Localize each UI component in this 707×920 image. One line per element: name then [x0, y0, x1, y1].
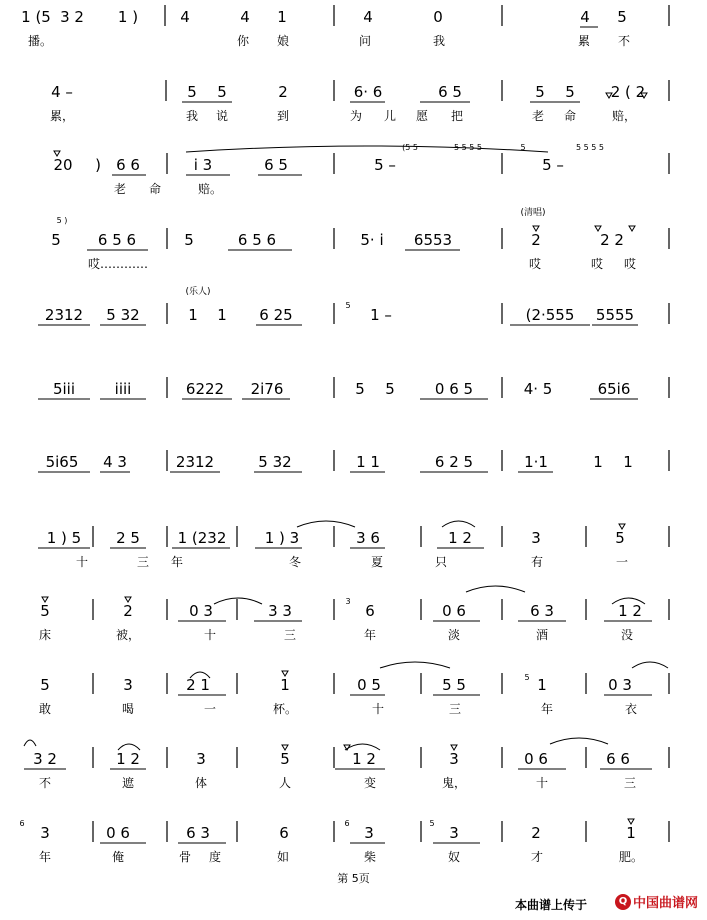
note-group: 3 6: [356, 529, 380, 547]
note-group: 1 2: [448, 529, 472, 547]
lyric-syllable: 哎: [528, 257, 542, 271]
page-footer: [0, 870, 707, 920]
note-group: 6 3: [186, 824, 210, 842]
note-group: 3: [123, 676, 133, 694]
lyric-syllable: 问: [358, 34, 372, 48]
note-group: 2: [278, 83, 288, 101]
note-group: 1 1: [356, 453, 380, 471]
note-group: 5: [40, 602, 50, 620]
note-group: 5: [385, 380, 395, 398]
score-system: [39, 662, 669, 716]
note-group: 5iii: [52, 380, 76, 398]
note-group: (2·555: [525, 306, 575, 324]
note-group: 6: [279, 824, 289, 842]
note-group: 6 5: [264, 156, 288, 174]
note-group: i 3: [193, 156, 213, 174]
lyric-syllable: 喝: [121, 702, 135, 716]
lyric-syllable: 三: [136, 555, 150, 569]
lyric-syllable: 命: [563, 109, 577, 123]
score-system: [38, 377, 669, 399]
note-group: 5: [355, 380, 365, 398]
note-group: 4: [580, 8, 590, 26]
lyric-syllable: 命: [148, 182, 162, 196]
slur-arc: [442, 521, 475, 527]
note-group: 1 (5: [21, 8, 51, 26]
lyric-syllable: 夏: [370, 555, 384, 569]
upload-note: 本曲谱上传于: [515, 898, 588, 912]
note-group: 4 3: [103, 453, 127, 471]
score-system: [21, 5, 669, 48]
lyric-syllable: 被，: [115, 628, 141, 642]
lyric-syllable: 酒: [535, 628, 549, 642]
slur-arc: [466, 586, 525, 592]
note-group: 2i76: [250, 380, 284, 398]
lyric-syllable: 老: [531, 109, 545, 123]
note-group: 0 6 5: [434, 380, 474, 398]
note-group: 2 1: [186, 676, 210, 694]
note-group: 2312: [44, 306, 84, 324]
slur-arc: [186, 146, 548, 152]
grace-note: 3: [345, 597, 351, 606]
note-group: 6 5: [438, 83, 462, 101]
note-group: 5 –: [374, 156, 396, 174]
lyric-syllable: 十: [203, 628, 217, 642]
page-number: 第 5页: [337, 872, 370, 885]
note-group: 2 ( 2: [610, 83, 646, 101]
note-group: 6 5 6: [97, 231, 137, 249]
note-group: 4 –: [51, 83, 73, 101]
lyric-syllable: 骨: [178, 850, 192, 864]
slur-arc: [632, 662, 668, 668]
lyric-syllable: 十: [75, 555, 89, 569]
note-group: 4: [240, 8, 250, 26]
lyric-syllable: 一: [615, 555, 629, 569]
lyric-syllable: 累: [577, 34, 591, 48]
lyric-syllable: 哎: [590, 257, 604, 271]
note-group: 1: [623, 453, 633, 471]
grace-note: 5 5 5 5: [454, 143, 482, 152]
lyric-syllable: 哎…………: [87, 257, 149, 271]
note-group: 0 3: [608, 676, 632, 694]
note-group: 5: [617, 8, 627, 26]
note-group: iiii: [114, 380, 132, 398]
lyric-syllable: 三: [283, 628, 297, 642]
note-group: 1 2: [116, 750, 140, 768]
note-group: 5: [40, 676, 50, 694]
lyric-syllable: 有: [530, 555, 544, 569]
lyric-syllable: 三: [623, 776, 637, 790]
note-group: 3: [40, 824, 50, 842]
note-group: 3 2: [60, 8, 84, 26]
score-system: [38, 450, 669, 472]
lyric-syllable: 哎: [623, 257, 637, 271]
note-group: 6 2 5: [434, 453, 474, 471]
score-system: [24, 738, 669, 790]
lyric-syllable: 到: [276, 109, 290, 123]
lyric-syllable: 肥。: [618, 850, 644, 864]
note-group: 3 2: [33, 750, 57, 768]
score-system: [38, 521, 669, 569]
grace-note: 5 ): [56, 216, 68, 225]
lyric-syllable: 十: [371, 702, 385, 716]
score-system: [39, 586, 669, 642]
note-group: 1: [626, 824, 636, 842]
grace-note: 5: [429, 819, 435, 828]
note-group: 3 3: [268, 602, 292, 620]
note-group: 6 3: [530, 602, 554, 620]
lyric-syllable: 衣: [624, 702, 638, 716]
lyric-syllable: 年: [38, 850, 52, 864]
note-group: 2 2: [600, 231, 624, 249]
lyric-syllable: 床: [38, 628, 52, 642]
lyric-syllable: 我: [185, 109, 199, 123]
score-system: [50, 80, 669, 123]
note-group: 5 –: [542, 156, 564, 174]
note-group: 5 32: [106, 306, 140, 324]
note-group: 5: [217, 83, 227, 101]
slur-arc: [24, 740, 36, 746]
lyric-syllable: 冬: [288, 555, 302, 569]
note-group: 20: [53, 156, 73, 174]
note-group: 1 ): [117, 8, 139, 26]
note-group: 5: [535, 83, 545, 101]
grace-note: 5: [520, 143, 526, 152]
lyric-syllable: 愿: [415, 109, 429, 123]
performance-direction: (清唱): [520, 208, 546, 218]
score-system: [19, 819, 669, 864]
note-group: 1 ) 5: [46, 529, 82, 547]
note-group: 1 2: [352, 750, 376, 768]
grace-note: (5 5: [402, 143, 418, 152]
note-group: 0 6: [106, 824, 130, 842]
grace-note: 5 5 5 5: [576, 143, 604, 152]
lyric-syllable: 播。: [27, 34, 53, 48]
note-group: 4: [363, 8, 373, 26]
note-group: 1: [280, 676, 290, 694]
note-group: 2: [531, 231, 541, 249]
note-group: 5i65: [45, 453, 79, 471]
slur-arc: [380, 662, 450, 668]
lyric-syllable: 没: [620, 628, 634, 642]
note-group: 2: [531, 824, 541, 842]
note-group: 1 –: [370, 306, 392, 324]
lyric-syllable: 年: [363, 628, 377, 642]
note-group: 5: [184, 231, 194, 249]
note-group: 6: [365, 602, 375, 620]
note-group: 1 ) 3: [264, 529, 300, 547]
note-group: 1: [188, 306, 198, 324]
note-group: 2: [123, 602, 133, 620]
note-group: 3: [196, 750, 206, 768]
slur-arc: [214, 598, 262, 604]
lyric-syllable: 如: [276, 850, 290, 864]
lyric-syllable: 不: [38, 776, 52, 790]
score-system: [53, 143, 669, 196]
site-name: 中国曲谱网: [633, 896, 699, 911]
note-group: 5 32: [258, 453, 292, 471]
lyric-syllable: 三: [448, 702, 462, 716]
note-group: 3: [531, 529, 541, 547]
note-group: 5555: [595, 306, 635, 324]
note-group: 1: [537, 676, 547, 694]
lyric-syllable: 杯。: [272, 702, 298, 716]
lyric-syllable: 变: [363, 776, 377, 790]
note-group: 1 (232: [177, 529, 227, 547]
lyric-syllable: 才: [530, 850, 544, 864]
slur-arc: [550, 738, 608, 744]
note-group: 6 25: [259, 306, 293, 324]
note-group: 6 6: [116, 156, 140, 174]
note-group: 2 5: [116, 529, 140, 547]
grace-note: 6: [19, 819, 25, 828]
note-group: 6553: [413, 231, 453, 249]
lyric-syllable: 敢: [38, 702, 52, 716]
note-group: 3: [449, 750, 459, 768]
note-group: 2312: [175, 453, 215, 471]
lyric-syllable: 柴: [363, 850, 377, 864]
lyric-syllable: 年: [540, 702, 554, 716]
lyric-syllable: 淡: [447, 628, 461, 642]
lyric-syllable: 累，: [49, 109, 75, 123]
note-group: 1 2: [618, 602, 642, 620]
site-logo[interactable]: [615, 892, 698, 911]
lyric-syllable: 一: [203, 702, 217, 716]
lyric-syllable: 俺: [111, 850, 125, 864]
note-group: 5: [187, 83, 197, 101]
note-group: 1: [593, 453, 603, 471]
lyric-syllable: 奴: [447, 850, 461, 864]
note-group: 0 6: [524, 750, 548, 768]
lyric-syllable: 老: [113, 182, 127, 196]
note-group: 1: [277, 8, 287, 26]
note-group: 4: [180, 8, 190, 26]
lyric-syllable: 鬼，: [441, 776, 467, 790]
note-group: 3: [449, 824, 459, 842]
note-group: 0 6: [442, 602, 466, 620]
score-system: [38, 285, 669, 325]
grace-note: 6: [344, 819, 350, 828]
lyric-syllable: 你: [236, 34, 250, 48]
grace-note: 5: [345, 301, 351, 310]
performance-direction: (乐人): [185, 287, 211, 297]
lyric-syllable: 为: [349, 109, 363, 123]
note-group: 0 5: [357, 676, 381, 694]
lyric-syllable: 我: [432, 34, 446, 48]
note-group: 5: [51, 231, 61, 249]
note-group: 1·1: [524, 453, 548, 471]
note-group: 6222: [185, 380, 225, 398]
lyric-syllable: 儿: [383, 109, 397, 123]
note-group: 6 5 6: [237, 231, 277, 249]
lyric-syllable: 说: [215, 109, 229, 123]
site-badge-icon: Q: [615, 894, 631, 910]
note-group: 1: [217, 306, 227, 324]
note-group: ): [95, 156, 101, 174]
note-group: 5: [615, 529, 625, 547]
note-group: 3: [364, 824, 374, 842]
note-group: 5· i: [360, 231, 384, 249]
note-group: 0 3: [189, 602, 213, 620]
lyric-syllable: 不: [617, 34, 631, 48]
note-group: 65i6: [597, 380, 631, 398]
score-system: [51, 206, 669, 271]
note-group: 5: [565, 83, 575, 101]
lyric-syllable: 人: [278, 776, 292, 790]
note-group: 6· 6: [353, 83, 383, 101]
lyric-syllable: 赔。: [197, 182, 223, 196]
lyric-syllable: 体: [194, 776, 208, 790]
lyric-syllable: 遮: [121, 776, 135, 790]
accent-mark-icon: [629, 226, 635, 231]
slur-arc: [297, 521, 355, 527]
lyric-syllable: 年: [170, 555, 184, 569]
lyric-syllable: 娘: [276, 34, 290, 48]
grace-note: 5: [524, 673, 530, 682]
lyric-syllable: 把: [450, 109, 464, 123]
lyric-syllable: 度: [208, 850, 222, 864]
note-group: 6 6: [606, 750, 630, 768]
note-group: 5 5: [442, 676, 466, 694]
note-group: 0: [433, 8, 443, 26]
lyric-syllable: 十: [535, 776, 549, 790]
note-group: 4· 5: [523, 380, 553, 398]
lyric-syllable: 只: [434, 555, 448, 569]
note-group: 5: [280, 750, 290, 768]
lyric-syllable: 赔，: [611, 109, 637, 123]
